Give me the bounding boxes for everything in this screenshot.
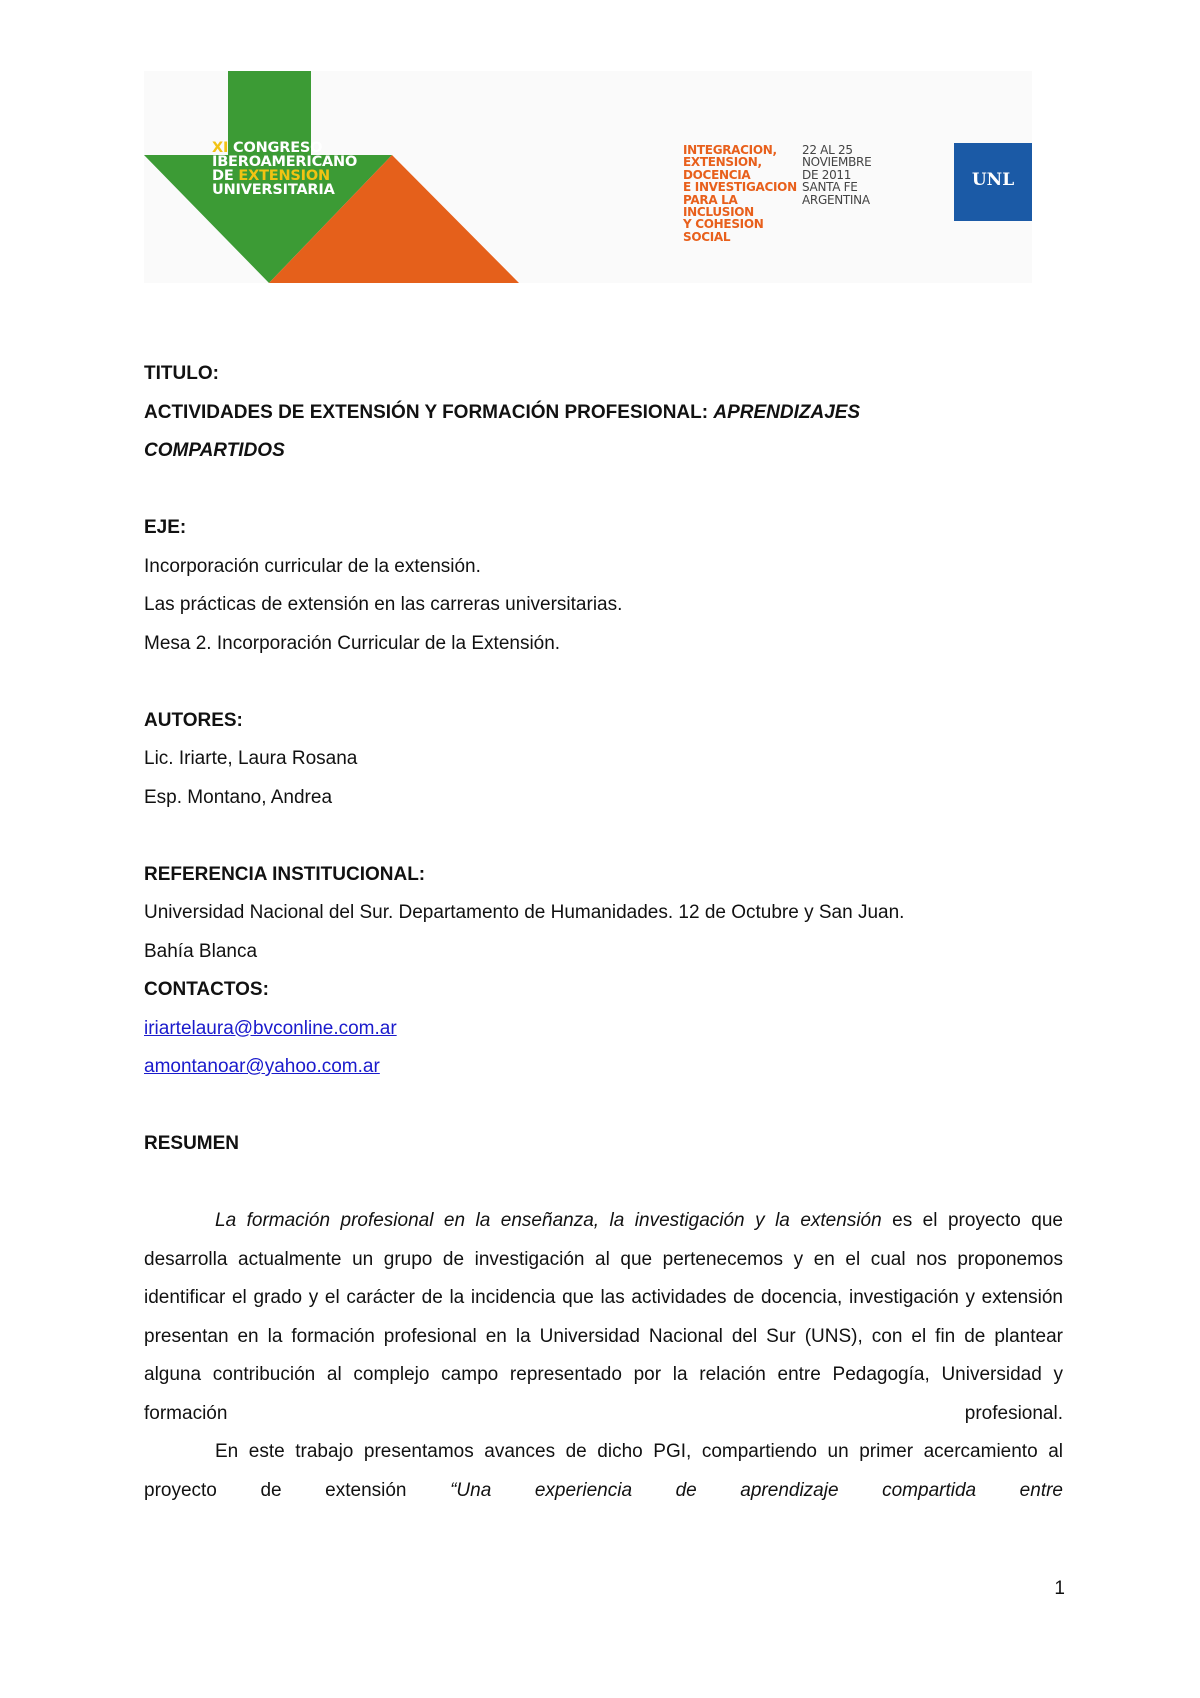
eje-line: Las prácticas de extensión en las carreras universitarias. (144, 594, 623, 615)
contact-email-link[interactable]: amontanoar@yahoo.com.ar (144, 1056, 380, 1077)
eje-line: Mesa 2. Incorporación Curricular de la Extensión. (144, 632, 561, 654)
unl-logo-text: UNL (971, 170, 1015, 190)
congress-date-text: 22 AL 25 NOVIEMBRE DE 2011 SANTA FE ARGENTINA (802, 143, 872, 207)
congress-banner (144, 71, 1032, 283)
paper-title-line-2: COMPARTIDOS (144, 440, 285, 461)
contact-email-link[interactable]: iriartelaura@bvconline.com.ar (144, 1017, 397, 1039)
document-body (144, 355, 1063, 1510)
resumen-paragraph-2: En este trabajo presentamos avances de dicho PGI, compartiendo un primer acercamiento al proyecto de extensión “Una experiencia de aprendizaje compartida entre (144, 1441, 1063, 1501)
referencia-line: Bahía Blanca (144, 940, 258, 962)
resumen-label: RESUMEN (144, 1133, 240, 1154)
referencia-line: Universidad Nacional del Sur. Departamento de Humanidades. 12 de Octubre y San Juan. (144, 902, 905, 923)
congress-theme-text: INTEGRACION, EXTENSION, DOCENCIA E INVESTIGACION PARA LA INCLUSION Y COHESION SOCIAL (683, 143, 797, 244)
congress-logo-text: XI CONGRESO IBEROAMERICANO DE EXTENSION UNIVERSITARIA (212, 140, 358, 198)
eje-line: Incorporación curricular de la extensión. (144, 555, 481, 577)
autores-label: AUTORES: (144, 709, 243, 731)
contactos-label: CONTACTOS: (144, 979, 269, 1000)
paper-title-line-1: ACTIVIDADES DE EXTENSIÓN Y FORMACIÓN PROFESIONAL: APRENDIZAJES (144, 401, 861, 423)
author-name: Esp. Montano, Andrea (144, 786, 333, 808)
page-number: 1 (1054, 1578, 1065, 1599)
author-name: Lic. Iriarte, Laura Rosana (144, 748, 358, 769)
referencia-label: REFERENCIA INSTITUCIONAL: (144, 863, 426, 885)
resumen-paragraph-1: La formación profesional en la enseñanza, la investigación y la extensión es el proyecto que desarrolla actualmente un grupo de investigación al que pertenecemos y en el cual nos proponemos identificar el grado y el carácter de la incidencia que las actividades de docencia, investigación y extensión presentan en la formación profesional en la Universidad Nacional del Sur (UNS), con el fin de plantear alguna contribución al complejo campo representado por la relación entre Pedagogía, Universidad y formación profesional. (144, 1210, 1063, 1424)
eje-label: EJE: (144, 517, 187, 538)
titulo-label: TITULO: (144, 363, 219, 384)
unl-logo (954, 143, 1032, 221)
